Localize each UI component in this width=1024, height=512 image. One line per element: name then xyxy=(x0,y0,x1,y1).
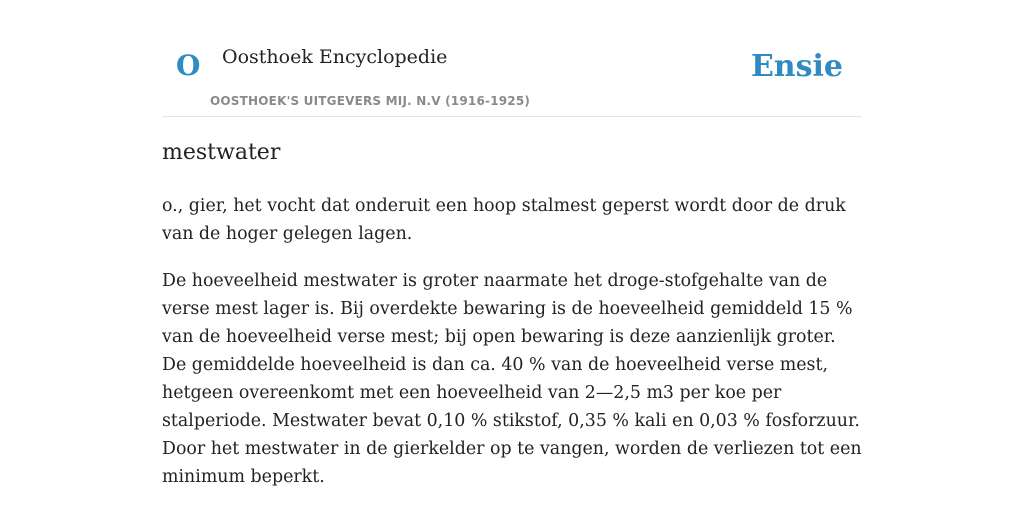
site-header xyxy=(162,0,862,117)
entry-headword: mestwater xyxy=(162,140,281,165)
encyclopedia-letter[interactable]: O xyxy=(176,49,201,82)
entry-paragraph-details: De hoeveelheid mestwater is groter naarmate het droge-stofgehalte van de verse mest lager is. Bij overdekte bewaring is de hoeveelheid gemiddeld 15 % van de hoeveelheid verse mest; bij open bewaring is deze aanzienlijk groter. De gemiddelde hoeveelheid is dan ca. 40 % van de hoeveelheid verse mest, hetgeen overeenkomt met een hoeveelheid van 2—2,5 m3 per koe per stalperiode. Mestwater bevat 0,10 % stikstof, 0,35 % kali en 0,03 % fosforzuur. Door het mestwater in de gierkelder op te vangen, worden de verliezen tot een minimum beperkt. xyxy=(162,271,862,487)
encyclopedia-title[interactable]: Oosthoek Encyclopedie xyxy=(222,46,448,68)
entry-body xyxy=(162,192,862,510)
ensie-logo[interactable]: Ensie xyxy=(750,49,843,84)
entry-paragraph-definition: o., gier, het vocht dat onderuit een hoop stalmest geperst wordt door de druk van de hoger gelegen lagen. xyxy=(162,196,846,244)
publisher-subtitle: OOSTHOEK'S UITGEVERS MIJ. N.V (1916-1925) xyxy=(210,94,531,108)
